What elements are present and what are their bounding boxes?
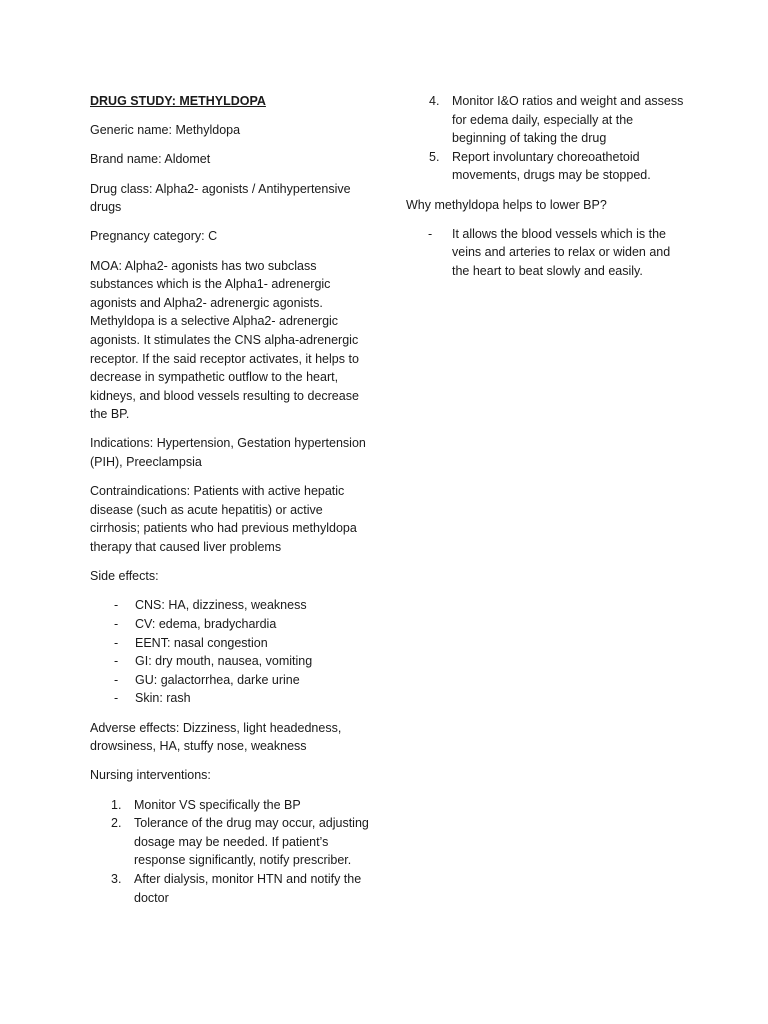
why-list	[406, 225, 688, 281]
nursing-interventions-list-continued	[406, 92, 688, 185]
list-marker: -	[114, 617, 119, 631]
list-marker: -	[114, 672, 119, 687]
contraindications: Contraindications: Patients with active hepatic disease (such as acute hepatitis) or active cirrhosis; patients who had previous methyldopa therapy that caused liver problems	[90, 484, 357, 555]
list-item	[406, 92, 688, 148]
nursing-interventions-heading: Nursing interventions:	[90, 768, 211, 783]
brand-name: Brand name: Aldomet	[90, 152, 211, 167]
drug-class: Drug class: Alpha2- agonists / Antihypertensive drugs	[90, 181, 351, 215]
nursing-interventions-list	[90, 796, 370, 908]
list-item-text: Skin: rash	[135, 691, 191, 706]
list-item-text: GI: dry mouth, nausea, vomiting	[135, 654, 313, 669]
list-marker: -	[428, 226, 433, 241]
list-marker: 3.	[111, 871, 122, 886]
right-column	[406, 92, 688, 291]
adverse-effects: Adverse effects: Dizziness, light headedness, drowsiness, HA, stuffy nose, weakness	[90, 720, 342, 754]
list-item	[90, 689, 370, 708]
list-item	[90, 870, 370, 907]
list-item	[90, 814, 370, 870]
why-heading: Why methyldopa helps to lower BP?	[406, 197, 607, 212]
list-marker: -	[114, 598, 119, 613]
list-item	[406, 225, 688, 281]
document-title: DRUG STUDY: METHYLDOPA	[90, 94, 266, 108]
list-marker: 5.	[429, 149, 440, 164]
list-item-text: GU: galactorrhea, darke urine	[135, 672, 300, 687]
list-marker: 1.	[111, 797, 122, 812]
list-item	[90, 615, 370, 634]
list-item-text: Monitor I&O ratios and weight and assess for edema daily, especially at the beginning of taking the drug	[452, 94, 684, 146]
list-marker: -	[114, 635, 119, 650]
list-item-text: CNS: HA, dizziness, weakness	[135, 598, 307, 613]
list-item	[90, 596, 370, 615]
pregnancy-category: Pregnancy category: C	[90, 229, 218, 244]
list-marker: -	[114, 691, 119, 706]
list-item-text: Tolerance of the drug may occur, adjusting dosage may be needed. If patient’s response significantly, notify prescriber.	[134, 816, 369, 868]
list-item-text: EENT: nasal congestion	[135, 635, 268, 650]
mechanism-of-action: MOA: Alpha2- agonists has two subclass substances which is the Alpha1- adrenergic agonists and Alpha2- adrenergic agonists. Methyldopa is a selective Alpha2- adrenergic agonists. It stimulates the CNS alpha-adrenergic receptor. If the said receptor activates, it helps to decrease in sympathetic outflow to the heart, kidneys, and blood vessels resulting to decrease the BP.	[90, 258, 359, 422]
indications: Indications: Hypertension, Gestation hypertension (PIH), Preeclampsia	[90, 436, 366, 470]
list-item	[90, 652, 370, 671]
side-effects-list	[90, 596, 370, 708]
list-marker: 2.	[111, 816, 122, 831]
list-item-text: CV: edema, bradychardia	[135, 617, 277, 631]
list-item	[90, 671, 370, 690]
generic-name: Generic name: Methyldopa	[90, 123, 241, 138]
list-item-text: Report involuntary choreoathetoid movements, drugs may be stopped.	[452, 149, 651, 183]
list-marker: 4.	[429, 94, 440, 108]
list-item	[406, 148, 688, 185]
list-item-text: After dialysis, monitor HTN and notify the doctor	[134, 871, 362, 905]
list-item-text: Monitor VS specifically the BP	[134, 797, 301, 812]
list-item-text: It allows the blood vessels which is the veins and arteries to relax or widen and the heart to beat slowly and easily.	[452, 226, 671, 278]
left-column	[90, 92, 370, 918]
list-item	[90, 634, 370, 653]
list-item	[90, 796, 370, 815]
list-marker: -	[114, 654, 119, 669]
side-effects-heading: Side effects:	[90, 569, 159, 584]
